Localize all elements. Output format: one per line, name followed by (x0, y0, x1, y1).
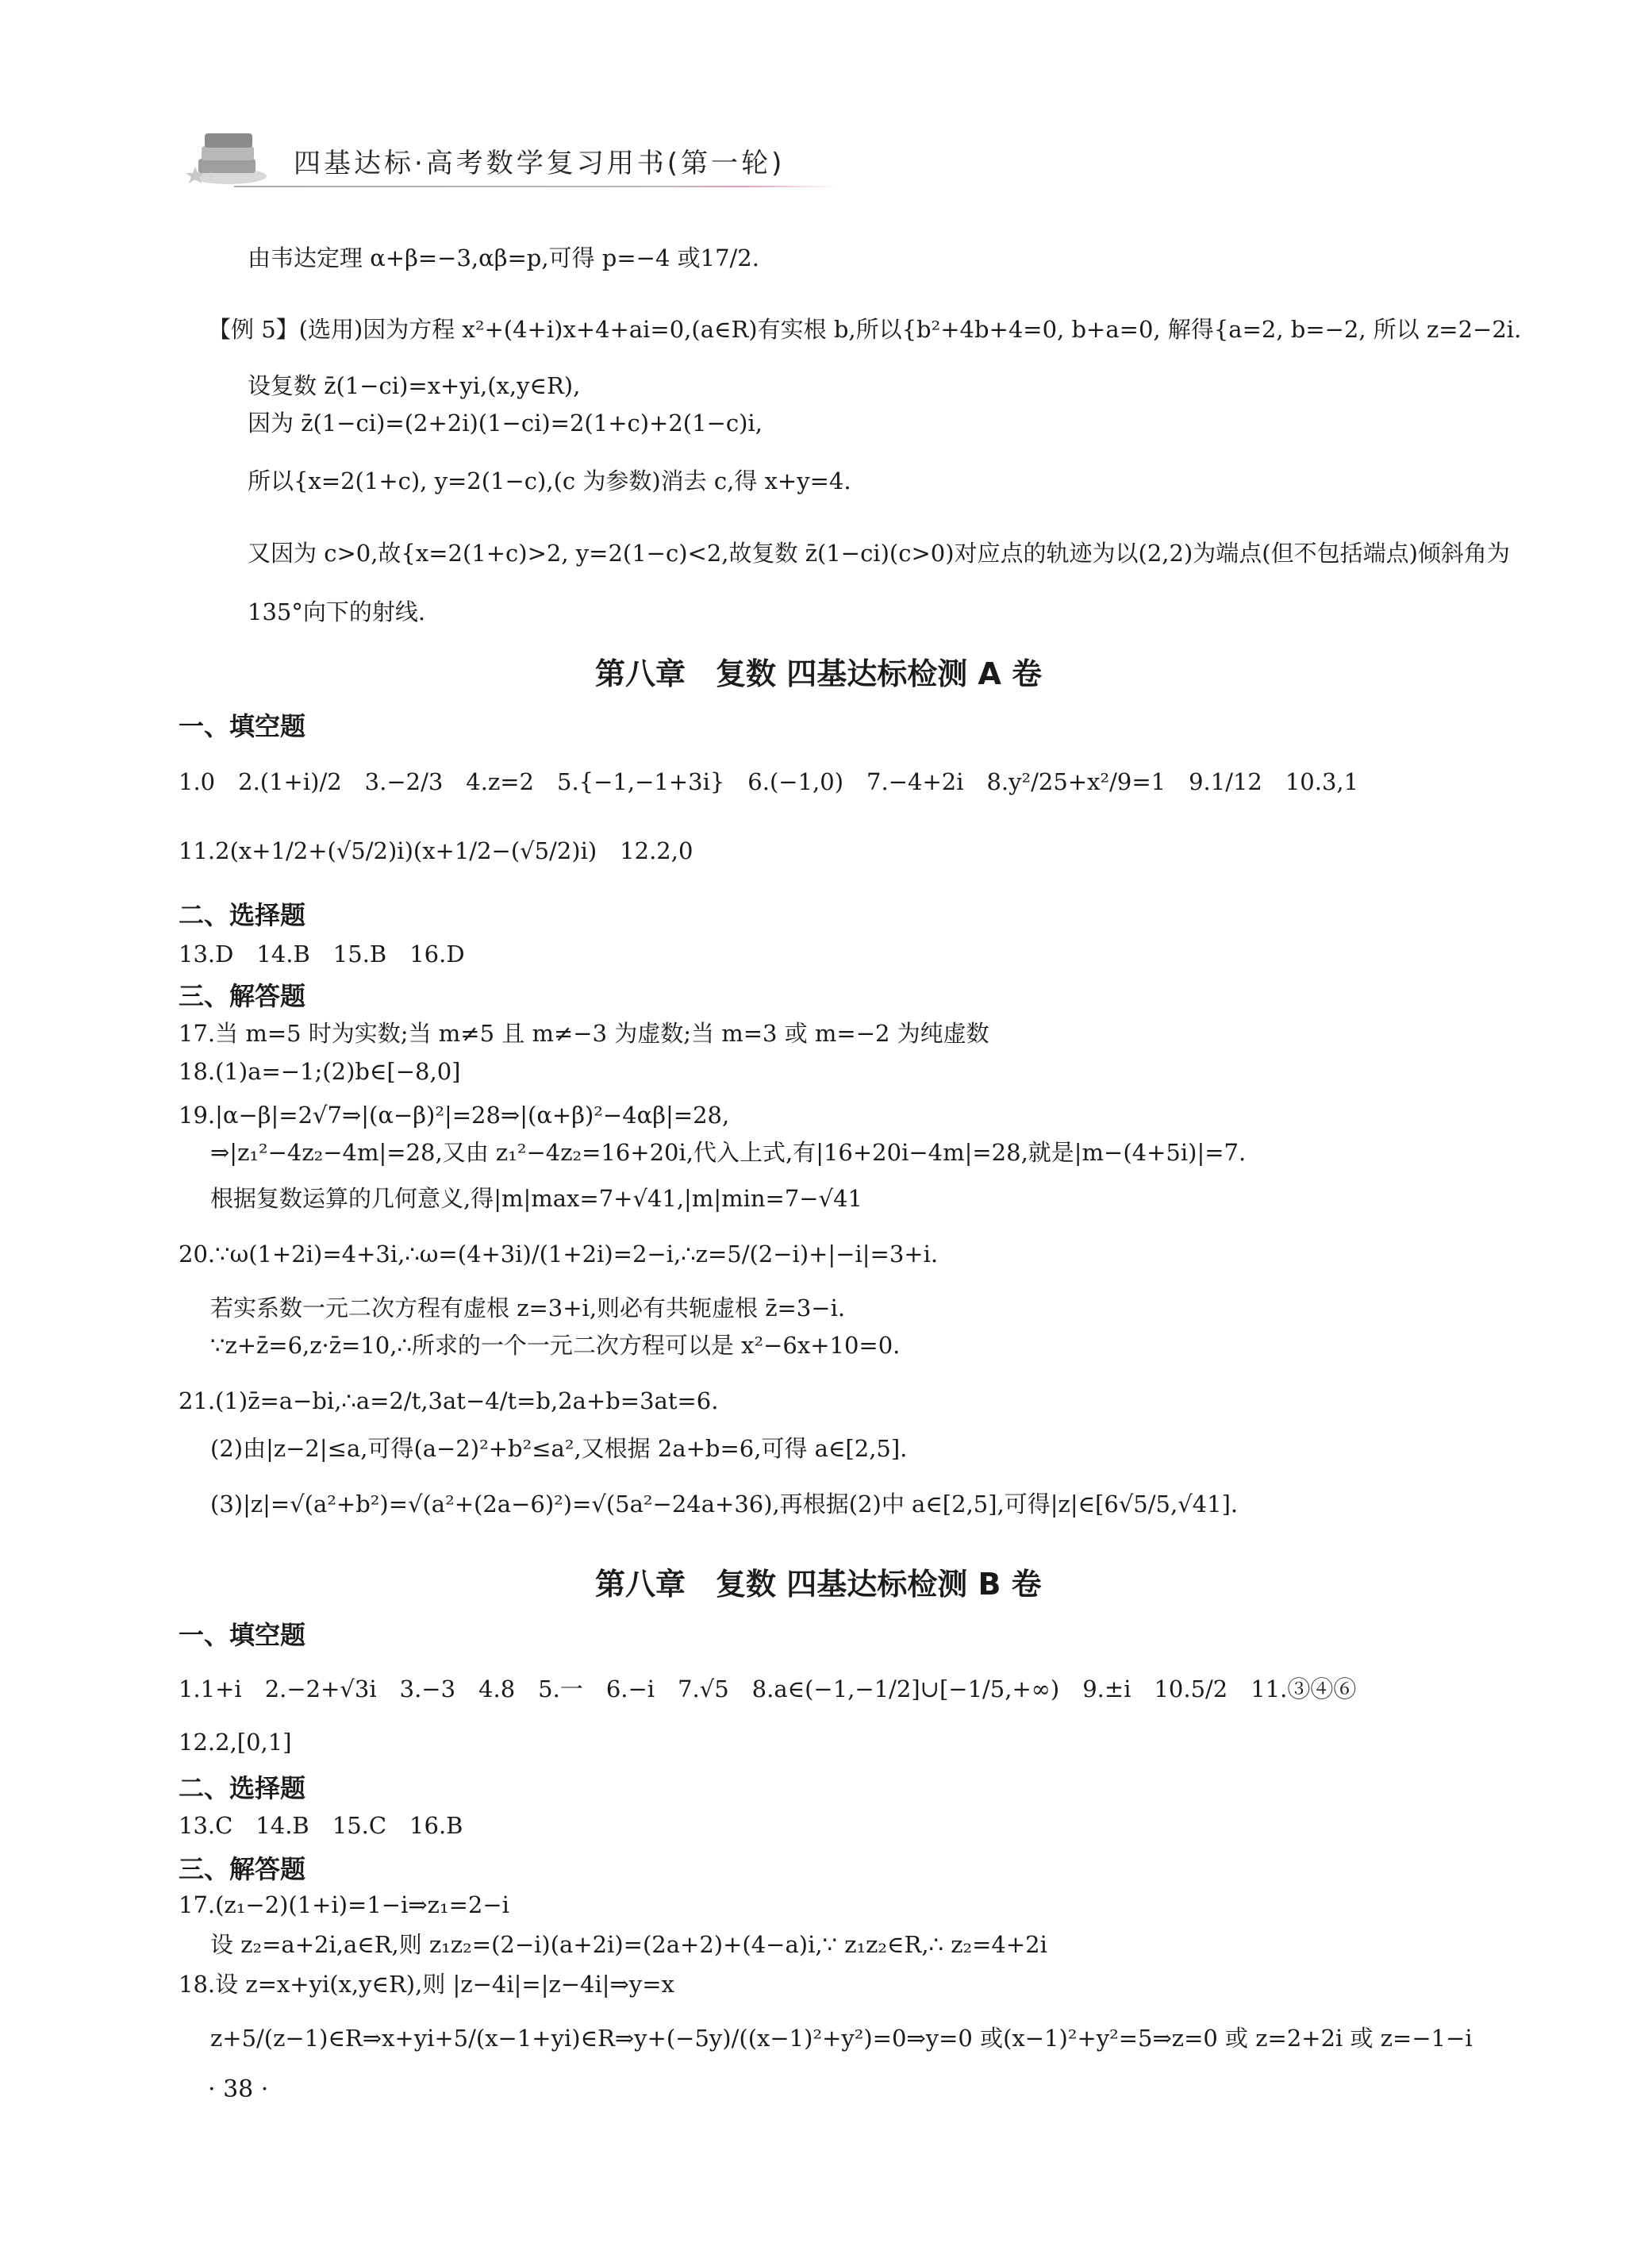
answer-line: 11.2(x+1/2+(√5/2)i)(x+1/2−(√5/2)i) 12.2,0 (179, 837, 693, 864)
answer-line: z+5/(z−1)∈R⇒x+yi+5/(x−1+yi)∈R⇒y+(−5y)/((x−1)²+y²)=0⇒y=0 或(x−1)²+y²=5⇒z=0 或 z=2+2i 或 z=−1−i (210, 2025, 1473, 2052)
solution-line: 设复数 z̄(1−ci)=x+yi,(x,y∈R), (248, 372, 581, 399)
answer-line: 19.|α−β|=2√7⇒|(α−β)²|=28⇒|(α+β)²−4αβ|=28, (179, 1102, 730, 1129)
answer-line: 18.(1)a=−1;(2)b∈[−8,0] (179, 1058, 461, 1085)
section-b-title: 第八章 复数 四基达标检测 B 卷 (595, 1567, 1042, 1602)
answer-line: 13.D 14.B 15.B 16.D (179, 941, 465, 968)
answer-line: 17.(z₁−2)(1+i)=1−i⇒z₁=2−i (179, 1891, 509, 1918)
answer-line: 若实系数一元二次方程有虚根 z=3+i,则必有共轭虚根 z̄=3−i. (210, 1294, 846, 1321)
section-a-title: 第八章 复数 四基达标检测 A 卷 (595, 656, 1043, 691)
answer-line: 1.0 2.(1+i)/2 3.−2/3 4.z=2 5.{−1,−1+3i} 6.(−1,0) 7.−4+2i 8.y²/25+x²/9=1 9.1/12 10.3,1 (179, 768, 1359, 795)
answer-line: 12.2,[0,1] (179, 1729, 292, 1756)
answer-line: 21.(1)z̄=a−bi,∴a=2/t,3at−4/t=b,2a+b=3at=6. (179, 1387, 719, 1414)
answer-line: (3)|z|=√(a²+b²)=√(a²+(2a−6)²)=√(5a²−24a+36),再根据(2)中 a∈[2,5],可得|z|∈[6√5/5,√41]. (210, 1491, 1239, 1518)
solution-line: 因为 z̄(1−ci)=(2+2i)(1−ci)=2(1+c)+2(1−c)i, (248, 410, 763, 437)
solution-line: 【例 5】(选用)因为方程 x²+(4+i)x+4+ai=0,(a∈R)有实根 b,所以{b²+4b+4=0, b+a=0, 解得{a=2, b=−2, 所以 z=2−2i. (208, 316, 1522, 343)
fill-in-heading: 一、填空题 (179, 1620, 306, 1650)
choice-heading: 二、选择题 (179, 1773, 306, 1803)
solution-heading: 三、解答题 (179, 1854, 306, 1884)
answer-line: 设 z₂=a+2i,a∈R,则 z₁z₂=(2−i)(a+2i)=(2a+2)+(4−a)i,∵ z₁z₂∈R,∴ z₂=4+2i (210, 1931, 1047, 1958)
page-header (159, 119, 809, 190)
answer-line: 13.C 14.B 15.C 16.B (179, 1812, 463, 1839)
answer-line: 根据复数运算的几何意义,得|m|max=7+√41,|m|min=7−√41 (210, 1185, 862, 1212)
answer-line: (2)由|z−2|≤a,可得(a−2)²+b²≤a²,又根据 2a+b=6,可得 a∈[2,5]. (210, 1435, 908, 1462)
solution-heading: 三、解答题 (179, 981, 306, 1011)
solution-line: 所以{x=2(1+c), y=2(1−c),(c 为参数)消去 c,得 x+y=4. (248, 467, 851, 494)
header-title: 四基达标·高考数学复习用书(第一轮) (294, 148, 786, 179)
page-number: · 38 · (208, 2075, 269, 2103)
answer-line: 1.1+i 2.−2+√3i 3.−3 4.8 5.一 6.−i 7.√5 8.a∈(−1,−1/2]∪[−1/5,+∞) 9.±i 10.5/2 11.③④⑥ (179, 1675, 1357, 1702)
book-stack-logo-icon (181, 127, 276, 190)
answer-line: ⇒|z₁²−4z₂−4m|=28,又由 z₁²−4z₂=16+20i,代入上式,有|16+20i−4m|=28,就是|m−(4+5i)|=7. (210, 1139, 1247, 1166)
answer-line: 17.当 m=5 时为实数;当 m≠5 且 m≠−3 为虚数;当 m=3 或 m=−2 为纯虚数 (179, 1020, 989, 1047)
choice-heading: 二、选择题 (179, 900, 306, 930)
solution-line: 又因为 c>0,故{x=2(1+c)>2, y=2(1−c)<2,故复数 z̄(1−ci)(c>0)对应点的轨迹为以(2,2)为端点(但不包括端点)倾斜角为 (248, 540, 1510, 567)
fill-in-heading: 一、填空题 (179, 711, 306, 741)
answer-line: 18.设 z=x+yi(x,y∈R),则 |z−4i|=|z−4i|⇒y=x (179, 1971, 674, 1998)
solution-line: 135°向下的射线. (248, 598, 426, 625)
answer-line: ∵z+z̄=6,z·z̄=10,∴所求的一个一元二次方程可以是 x²−6x+10=0. (210, 1332, 901, 1359)
header-divider (234, 186, 837, 187)
answer-line: 20.∵ω(1+2i)=4+3i,∴ω=(4+3i)/(1+2i)=2−i,∴z=5/(2−i)+|−i|=3+i. (179, 1241, 939, 1268)
solution-line: 由韦达定理 α+β=−3,αβ=p,可得 p=−4 或17/2. (248, 244, 759, 271)
